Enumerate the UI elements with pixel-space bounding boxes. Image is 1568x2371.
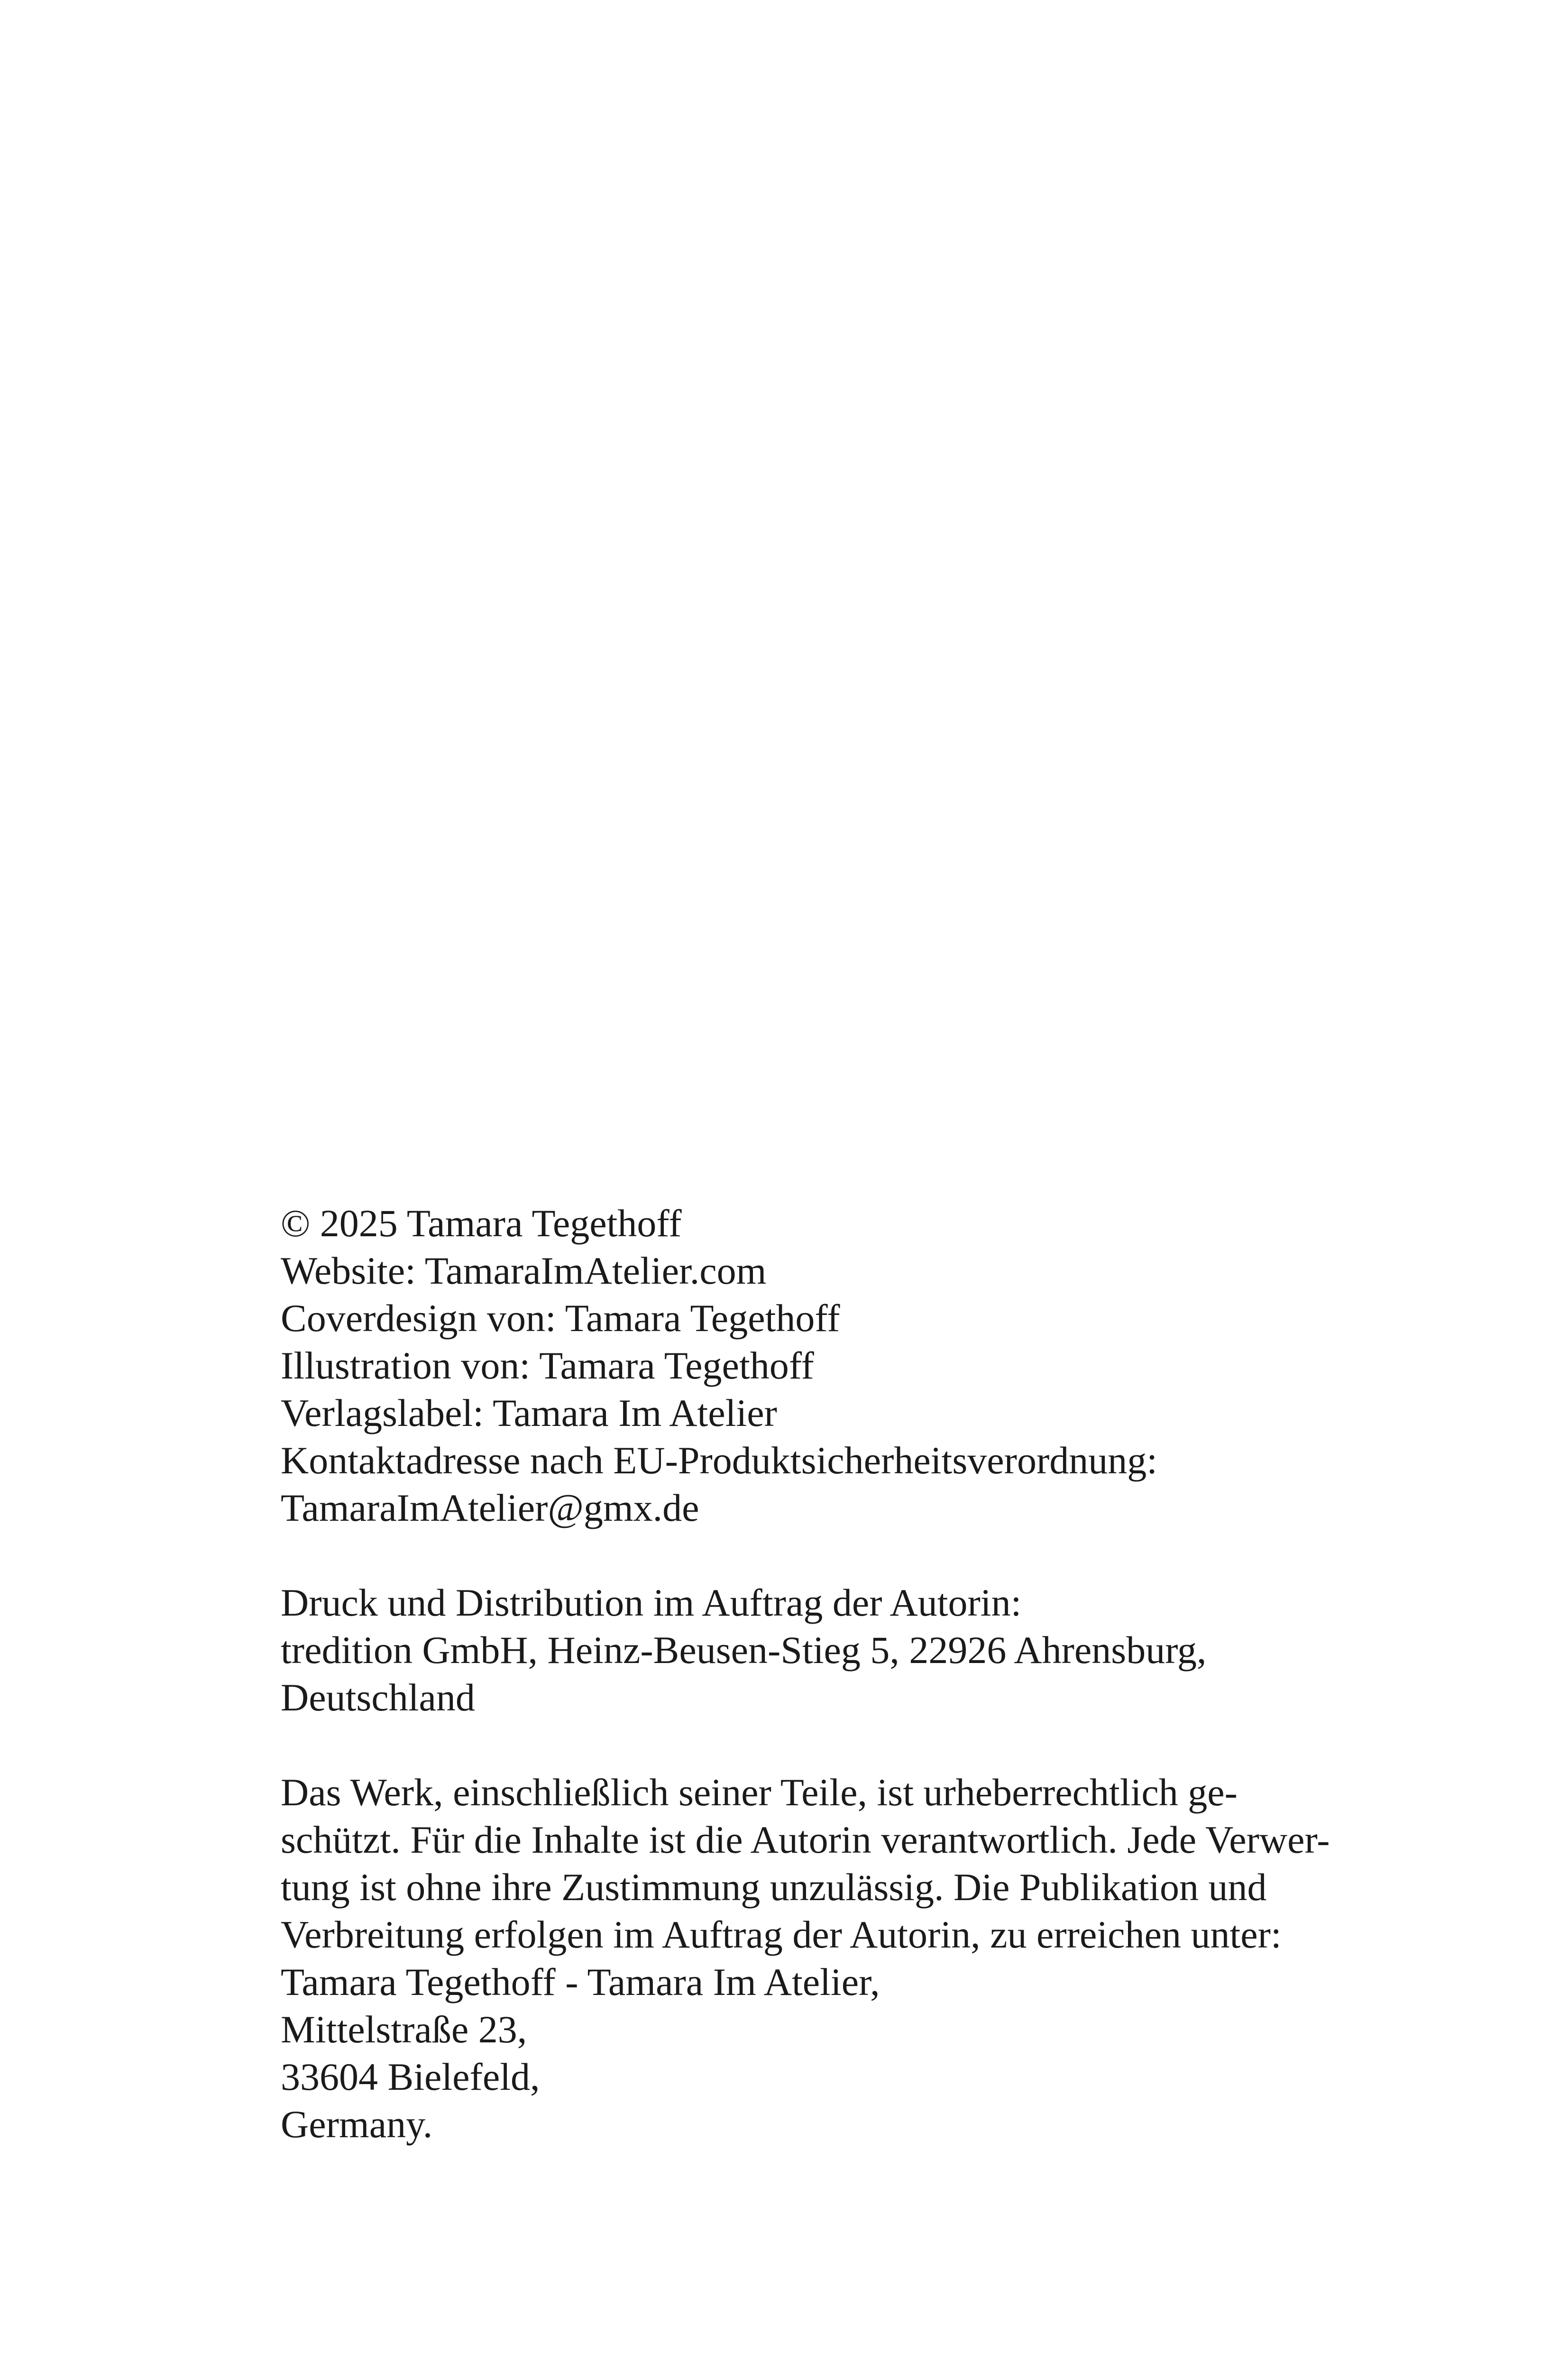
copyright-line: © 2025 Tamara Tegethoff xyxy=(281,1202,682,1245)
publisher-label-line: Verlagslabel: Tamara Im Atelier xyxy=(281,1391,777,1434)
printing-heading-line: Druck und Distribution im Auftrag der Autorin: xyxy=(281,1581,1022,1624)
street-line: Mittelstraße 23, xyxy=(281,2008,527,2051)
printing-block xyxy=(281,1579,1371,1721)
website-line: Website: TamaraImAtelier.com xyxy=(281,1249,767,1292)
credits-block xyxy=(281,1200,1371,1532)
notice-line: Verbreitung erfolgen im Auftrag der Autorin, zu erreichen unter: xyxy=(281,1913,1282,1956)
author-name-line: Tamara Tegethoff - Tamara Im Atelier, xyxy=(281,1960,880,2003)
cover-design-line: Coverdesign von: Tamara Tegethoff xyxy=(281,1296,840,1340)
imprint-section xyxy=(281,1200,1371,2148)
contact-email-line: TamaraImAtelier@gmx.de xyxy=(281,1486,699,1529)
city-line: 33604 Bielefeld, xyxy=(281,2055,540,2098)
printer-country-line: Deutschland xyxy=(281,1676,475,1719)
notice-line: Das Werk, einschließlich seiner Teile, ist urheberrechtlich ge- xyxy=(281,1771,1238,1814)
contact-heading-line: Kontaktadresse nach EU-Produktsicherheitsverordnung: xyxy=(281,1439,1158,1482)
printer-address-line: tredition GmbH, Heinz-Beusen-Stieg 5, 22926 Ahrensburg, xyxy=(281,1628,1207,1672)
country-line: Germany. xyxy=(281,2103,433,2146)
illustration-line: Illustration von: Tamara Tegethoff xyxy=(281,1344,814,1387)
copyright-notice-block xyxy=(281,1769,1371,2148)
notice-line: tung ist ohne ihre Zustimmung unzulässig. Die Publikation und xyxy=(281,1866,1267,1909)
notice-line: schützt. Für die Inhalte ist die Autorin verantwortlich. Jede Verwer- xyxy=(281,1818,1330,1861)
